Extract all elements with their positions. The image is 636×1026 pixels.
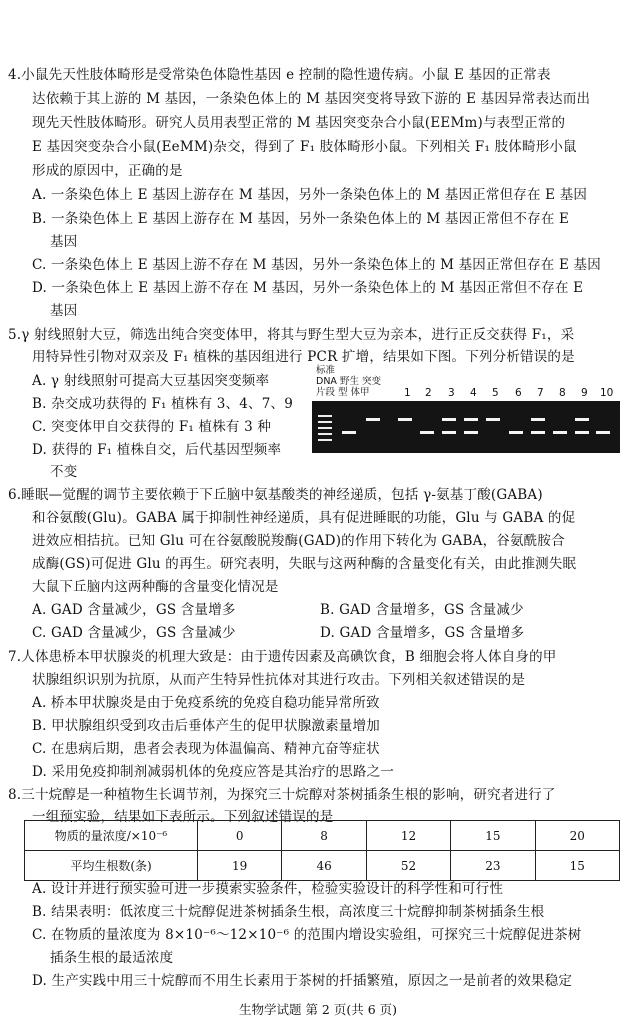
lane-label: 2	[425, 387, 432, 399]
q4-stem-line: 现先天性肢体畸形。研究人员用表型正常的 M 基因突变杂合小鼠(EEMm)与表型正常的	[32, 115, 566, 131]
q6-stem-line: 成酶(GS)可促进 Glu 的再生。研究表明，失眠与这两种酶的含量变化有关，由此推测失眠	[32, 556, 577, 572]
pcr-gel-figure	[312, 365, 620, 455]
page-footer: 生物学试题 第 2 页(共 6 页)	[238, 1002, 398, 1017]
q8-option-c-cont: 插条生根的最适浓度	[50, 950, 174, 966]
table-cell: 23	[451, 851, 535, 881]
lane-label: 10	[600, 387, 614, 399]
q5-option-c: C. 突变体甲自交获得的 F₁ 植株有 3 种	[32, 419, 272, 435]
table-cell: 46	[282, 851, 366, 881]
q5-option-b: B. 杂交成功获得的 F₁ 植株有 3、4、7、9	[32, 396, 294, 412]
table-row-header: 物质的量浓度/×10⁻⁶	[25, 821, 198, 851]
lane-label: 6	[515, 387, 522, 399]
q8-option-b: B. 结果表明：低浓度三十烷醇促进茶树插条生根，高浓度三十烷醇抑制茶树插条生根	[32, 904, 545, 920]
q5-option-d-cont: 不变	[50, 464, 78, 480]
q6-stem-line: 和谷氨酸(Glu)。GABA 属于抑制性神经递质，具有促进睡眠的功能，Glu 与 GABA 的促	[32, 510, 576, 526]
q7-stem-line: 7.人体患桥本甲状腺炎的机理大致是：由于遗传因素及高碘饮食，B 细胞会将人体自身的甲	[8, 649, 557, 665]
table-cell: 12	[366, 821, 450, 851]
lane-label: 8	[559, 387, 566, 399]
q8-option-c: C. 在物质的量浓度为 8×10⁻⁶～12×10⁻⁶ 的范围内增设实验组，可探究三十烷醇促进茶树	[32, 927, 582, 943]
q5-stem-line: 用特异性引物对双亲及 F₁ 植株的基因组进行 PCR 扩增，结果如下图。下列分析错误的是	[32, 349, 575, 365]
q5-stem-line: 5.γ 射线照射大豆，筛选出纯合突变体甲，将其与野生型大豆为亲本，进行正反交获得 F₁，采	[8, 327, 575, 343]
table-row	[25, 851, 620, 881]
q6-option-a: A. GAD 含量减少，GS 含量增多	[32, 602, 236, 618]
q8-option-d: D. 生产实践中用三十烷醇而不用生长素用于茶树的扦插繁殖，原因之一是前者的效果稳定	[32, 973, 573, 989]
table-row-header: 平均生根数(条)	[25, 851, 198, 881]
q5-option-d: D. 获得的 F₁ 植株自交，后代基因型频率	[32, 442, 282, 458]
q5-option-a: A. γ 射线照射可提高大豆基因突变频率	[32, 373, 270, 389]
table-cell: 52	[366, 851, 450, 881]
q7-option-d: D. 采用免疫抑制剂减弱机体的免疫应答是其治疗的思路之一	[32, 764, 395, 780]
q4-stem-line: 4.小鼠先天性肢体畸形是受常染色体隐性基因 e 控制的隐性遗传病。小鼠 E 基因的正常表	[8, 67, 551, 83]
q7-stem-line: 状腺组织识别为抗原，从而产生特异性抗体对其进行攻击。下列相关叙述错误的是	[32, 672, 526, 688]
gel-header-2: DNA 野生 突变	[316, 376, 381, 387]
q7-option-c: C. 在患病后期，患者会表现为体温偏高、精神亢奋等症状	[32, 741, 380, 757]
q4-option-b-cont: 基因	[50, 234, 78, 250]
q4-stem-line: 形成的原因中，正确的是	[32, 163, 183, 179]
q6-stem-line: 进效应相拮抗。已知 Glu 可在谷氨酸脱羧酶(GAD)的作用下转化为 GABA，谷氨酰胺合	[32, 533, 565, 549]
q4-option-c: C. 一条染色体上 E 基因上游不存在 M 基因，另外一条染色体上的 M 基因正常但存在 E 基因	[32, 257, 601, 273]
q4-option-d: D. 一条染色体上 E 基因上游不存在 M 基因，另外一条染色体上的 M 基因正常但不存在 E	[32, 280, 584, 296]
q8-data-table	[24, 820, 620, 881]
q4-option-d-cont: 基因	[50, 303, 78, 319]
gel-header-1: 标准	[316, 365, 336, 376]
q7-option-b: B. 甲状腺组织受到攻击后垂体产生的促甲状腺激素量增加	[32, 718, 380, 734]
q4-option-b: B. 一条染色体上 E 基因上游存在 M 基因，另外一条染色体上的 M 基因正常但不存在 E	[32, 211, 570, 227]
gel-image	[312, 401, 620, 453]
table-row	[25, 821, 620, 851]
table-cell: 15	[451, 821, 535, 851]
table-cell: 0	[198, 821, 282, 851]
lane-label: 5	[492, 387, 499, 399]
q8-option-a: A. 设计并进行预实验可进一步摸索实验条件，检验实验设计的科学性和可行性	[32, 881, 504, 897]
table-cell: 15	[535, 851, 619, 881]
q6-option-c: C. GAD 含量减少，GS 含量减少	[32, 625, 236, 641]
gel-header-3: 片段 型 体甲	[316, 387, 370, 398]
q6-stem-line: 大鼠下丘脑内这两种酶的含量变化情况是	[32, 579, 279, 595]
q4-stem-line: E 基因突变杂合小鼠(EeMM)杂交，得到了 F₁ 肢体畸形小鼠。下列相关 F₁ 肢体畸形小鼠	[32, 139, 577, 155]
lane-label: 9	[581, 387, 588, 399]
lane-label: 4	[470, 387, 477, 399]
table-cell: 20	[535, 821, 619, 851]
q7-option-a: A. 桥本甲状腺炎是由于免疫系统的免疫自稳功能异常所致	[32, 695, 380, 711]
table-cell: 8	[282, 821, 366, 851]
q6-stem-line: 6.睡眠—觉醒的调节主要依赖于下丘脑中氨基酸类的神经递质，包括 γ-氨基丁酸(GABA)	[8, 487, 543, 503]
q6-option-b: B. GAD 含量增多，GS 含量减少	[320, 602, 524, 618]
q8-stem-line: 8.三十烷醇是一种植物生长调节剂，为探究三十烷醇对茶树插条生根的影响，研究者进行了	[8, 787, 556, 803]
q4-stem-line: 达依赖于其上游的 M 基因，一条染色体上的 M 基因突变将导致下游的 E 基因异常表达而出	[32, 91, 591, 107]
lane-label: 3	[448, 387, 455, 399]
table-cell: 19	[198, 851, 282, 881]
q8-stem-line: 一组预实验，结果如下表所示。下列叙述错误的是	[32, 809, 334, 825]
lane-label: 1	[404, 387, 411, 399]
q4-option-a: A. 一条染色体上 E 基因上游存在 M 基因，另外一条染色体上的 M 基因正常但存在 E 基因	[32, 187, 588, 203]
q6-option-d: D. GAD 含量增多，GS 含量增多	[320, 625, 525, 641]
lane-label: 7	[537, 387, 544, 399]
